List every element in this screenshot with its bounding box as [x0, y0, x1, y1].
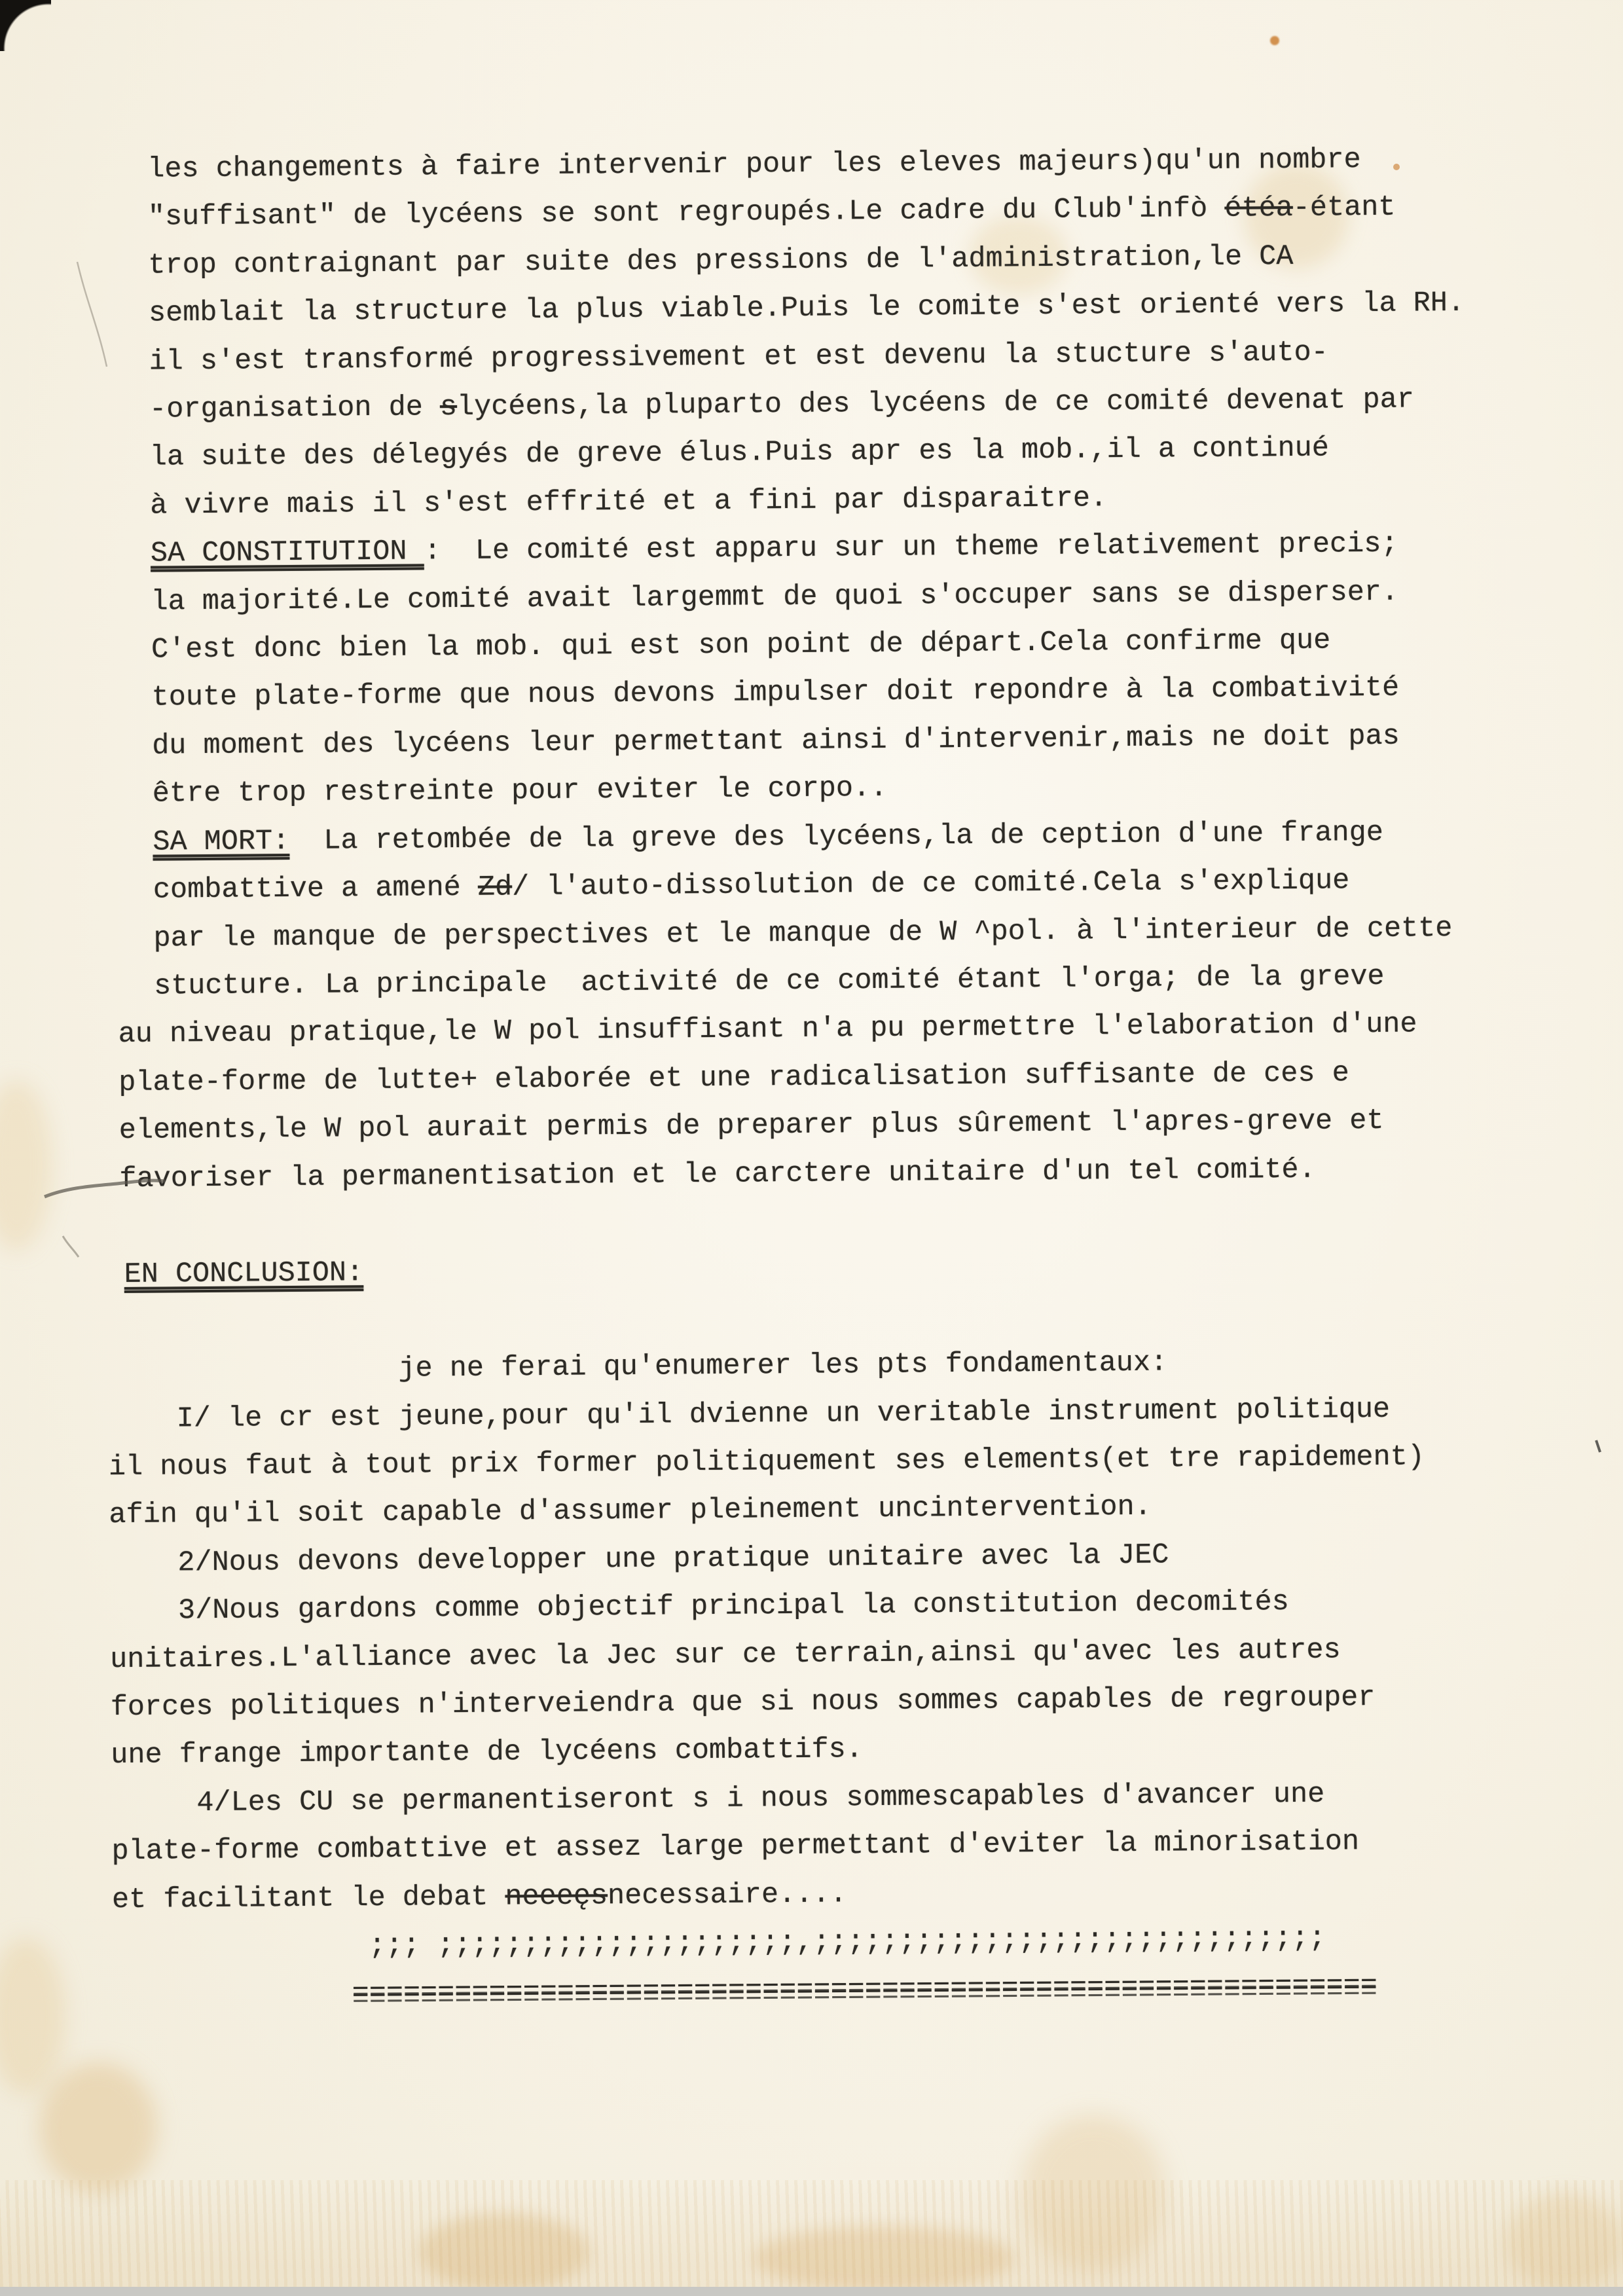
text-segment: favoriser la permanentisation et le carctere unitaire d'un tel comité.: [119, 1154, 1316, 1195]
paper-stain: [39, 2062, 157, 2193]
text-segment: 4/Les CU se permanentiseront s i nous sommescapables d'avancer une: [111, 1778, 1325, 1820]
text-segment: et facilitant le debat: [111, 1881, 505, 1916]
ink-speck: [1270, 36, 1279, 45]
text-segment: à vivre mais il s'est effrité et a fini par disparaitre.: [150, 483, 1108, 522]
paper-stain: [1021, 2115, 1165, 2272]
text-segment: la majorité.Le comité avait largemmt de quoi s'occuper sans se disperser.: [151, 576, 1399, 619]
text-segment: [107, 1259, 124, 1291]
text-segment: combattive a amené: [153, 871, 479, 907]
text-segment: du moment des lycéens leur permettant ainsi d'intervenir,mais ne doit pas: [152, 720, 1400, 763]
text-segment: lycéens,la pluparto des lycéens de ce comité devenat par: [456, 384, 1415, 424]
underlined-heading: SA MORT:: [153, 825, 290, 859]
text-segment: / l'auto-dissolution de ce comité.Cela s'explique: [511, 865, 1350, 904]
text-segment: -organisation de: [149, 392, 441, 426]
text-segment: au niveau pratique,le W pol insuffisant n'a pu permettre l'elaboration d'une: [118, 1008, 1417, 1051]
text-segment: semblait la structure la plus viable.Puis le comite s'est orienté vers la RH.: [148, 287, 1465, 330]
text-segment: la suite des délegyés de greve élus.Puis apr es la mob.,il a continué: [149, 432, 1330, 475]
text-segment: 3/Nous gardons comme objectif principal la constitution decomités: [109, 1586, 1289, 1628]
text-segment: ;;; ;;;;;;;;;;;;;;;;;;;;;,;;;;;;;;;;;;;;;;;;;;;;;;;;;;;;: [112, 1922, 1326, 1965]
text-segment: les changements à faire intervenir pour les eleves majeurs)qu'un nombre: [147, 144, 1361, 186]
text-segment: forces politiques n'interveiendra que si nous sommes capables de regrouper: [110, 1682, 1376, 1724]
typewritten-text: [0, 134, 1623, 2021]
scan-corner-shadow: [0, 0, 51, 51]
scanner-edge-strip: [0, 2287, 1623, 2296]
text-segment: il s'est transformé progressivement et est devenu la stucture s'auto-: [149, 337, 1328, 378]
struck-out-text: étéa: [1224, 192, 1294, 226]
text-segment: I/ le cr est jeune,pour qu'il dvienne un veritable instrument politique: [108, 1393, 1391, 1436]
paper-stain: [1506, 2193, 1623, 2291]
text-segment: je ne ferai qu'enumerer les pts fondamentaux:: [107, 1347, 1168, 1388]
underlined-heading: EN CONCLUSION:: [124, 1257, 364, 1292]
paper-fiber-texture: [0, 2180, 1623, 2288]
text-segment: il nous faut à tout prix former politiquement ses elements(et tre rapidement): [108, 1441, 1425, 1484]
text-segment: elements,le W pol aurait permis de preparer plus sûrement l'apres-greve et: [119, 1104, 1384, 1148]
text-segment: plate-forme de lutte+ elaborée et une radicalisation suffisante de ces e: [119, 1057, 1349, 1099]
struck-out-text: Zd: [477, 871, 513, 904]
text-segment: une frange importante de lycéens combattifs.: [111, 1734, 864, 1772]
text-segment: afin qu'il soit capable d'assumer pleinement uncintervention.: [109, 1491, 1152, 1532]
text-segment: necessaire....: [607, 1878, 847, 1912]
underlined-heading: SA CONSTITUTION: [150, 536, 424, 570]
text-segment: "suffisant" de lycéens se sont regroupés.Le cadre du Club'infò: [147, 193, 1225, 234]
text-segment: unitaires.L'alliance avec la Jec sur ce terrain,ainsi qu'avec les autres: [109, 1634, 1341, 1676]
text-segment: ============================================================: [113, 1970, 1378, 2013]
text-segment: -étant: [1292, 192, 1396, 225]
text-segment: stucture. La principale activité de ce comité étant l'orga; de la greve: [153, 960, 1385, 1003]
paper-stain: [753, 2226, 1015, 2291]
text-segment: trop contraignant par suite des pressions de l'administration,le CA: [148, 240, 1294, 282]
text-segment: être trop restreinte pour eviter le corpo..: [152, 773, 888, 811]
text-segment: La retombée de la greve des lycéens,la de ception d'une frange: [289, 816, 1384, 858]
text-segment: toute plate-forme que nous devons impulser doit repondre à la combativité: [151, 672, 1400, 715]
paper-stain: [419, 2213, 589, 2291]
text-segment: plate-forme combattive et assez large permettant d'eviter la minorisation: [111, 1826, 1360, 1868]
text-segment: 2/Nous devons developper une pratique unitaire avec la JEC: [109, 1539, 1169, 1580]
text-segment: par le manque de perspectives et le manque de W ^pol. à l'interieur de cette: [153, 912, 1453, 955]
text-segment: C'est donc bien la mob. qui est son point de départ.Cela confirme que: [151, 625, 1331, 666]
struck-out-text: s: [439, 391, 458, 424]
struck-out-text: neeeęs: [505, 1880, 608, 1914]
text-segment: : Le comité est apparu sur un theme relativement precis;: [424, 528, 1398, 568]
